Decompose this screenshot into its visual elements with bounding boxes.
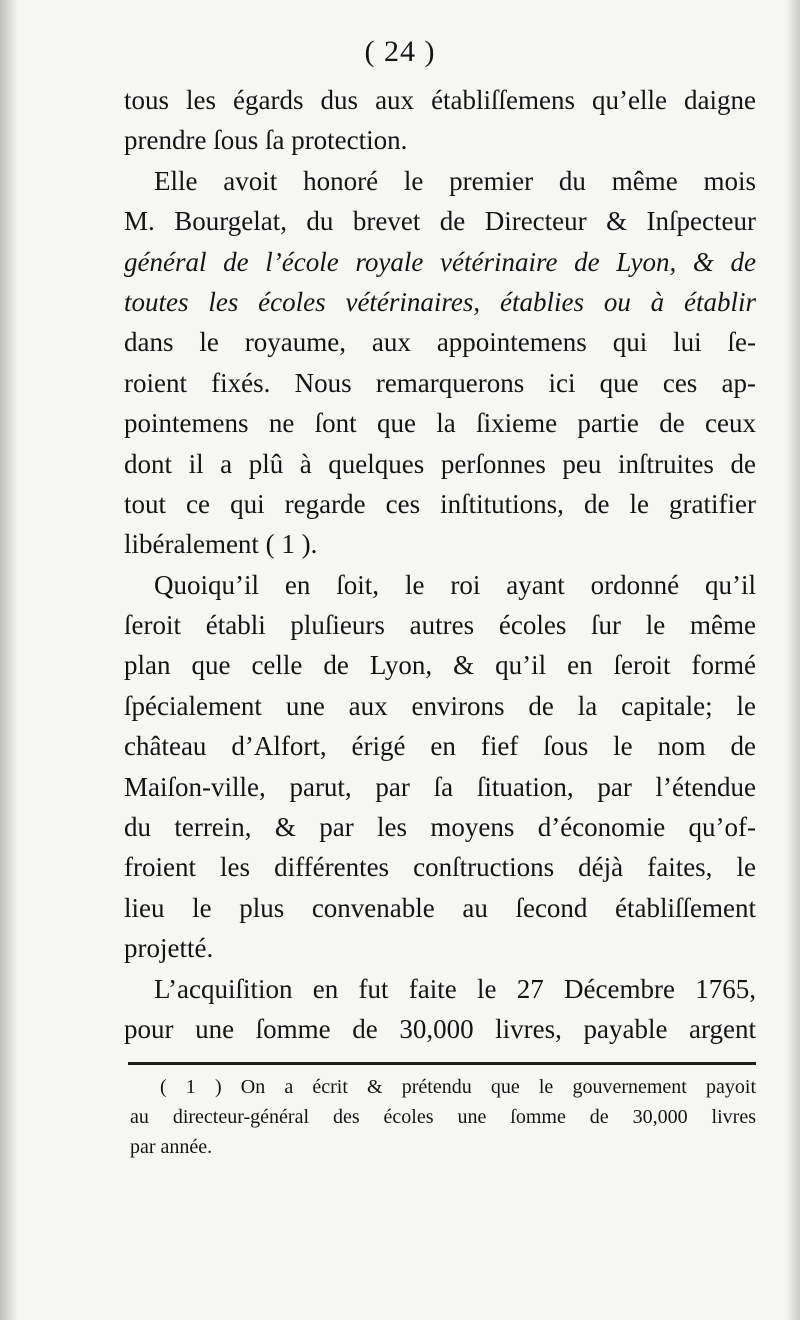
body-line: pointemens ne ſont que la ſixieme partie de ceux <box>124 408 756 439</box>
body-line: lieu le plus convenable au ſecond établiſſement <box>124 892 756 923</box>
body-line: général de l’école royale vétérinaire de Lyon, & de <box>124 246 756 277</box>
body-line: projetté. <box>124 933 214 964</box>
body-line: libéralement ( 1 ). <box>124 529 318 560</box>
body-line: toutes les écoles vétérinaires, établies ou à établir <box>124 286 756 317</box>
footnote-block <box>130 1072 756 1162</box>
body-line: du terrein, & par les moyens d’économie qu’of- <box>124 812 756 843</box>
body-line: ſpécialement une aux environs de la capitale; le <box>124 690 756 721</box>
body-line: Quoiqu’il en ſoit, le roi ayant ordonné qu’il <box>154 569 756 600</box>
body-line: Elle avoit honoré le premier du même mois <box>154 165 756 196</box>
body-line: ſeroit établi pluſieurs autres écoles ſur le même <box>124 610 756 641</box>
footnote-divider <box>128 1062 756 1065</box>
body-line: Maiſon-ville, parut, par ſa ſituation, par l’étendue <box>124 771 756 802</box>
page-edge-shadow <box>786 0 800 1320</box>
body-line: tout ce qui regarde ces inſtitutions, de le gratifier <box>124 488 756 519</box>
page-gutter-shadow <box>0 0 18 1320</box>
body-line: pour une ſomme de 30,000 livres, payable argent <box>124 1013 756 1044</box>
body-line: tous les égards dus aux établiſſemens qu’elle daigne <box>124 85 756 115</box>
body-line: château d’Alfort, érigé en fief ſous le nom de <box>124 731 756 762</box>
body-line: dont il a plû à quelques perſonnes peu inſtruites de <box>124 448 756 479</box>
footnote-line: ( 1 ) On a écrit & prétendu que le gouvernement payoit <box>160 1076 756 1098</box>
body-line: froient les différentes conſtructions déjà faites, le <box>124 852 756 883</box>
footnote-line: par année. <box>130 1136 213 1158</box>
body-line: dans le royaume, aux appointemens qui lui ſe- <box>124 327 756 358</box>
body-line: M. Bourgelat, du brevet de Directeur & Inſpecteur <box>124 206 756 237</box>
page-number: ( 24 ) <box>364 35 436 68</box>
body-text <box>124 80 756 1049</box>
body-line: L’acquiſition en fut faite le 27 Décembre 1765, <box>154 973 756 1004</box>
body-line: prendre ſous ſa protection. <box>124 125 408 156</box>
body-line: plan que celle de Lyon, & qu’il en ſeroit formé <box>124 650 756 681</box>
body-line: roient fixés. Nous remarquerons ici que ces ap- <box>124 367 756 398</box>
footnote-line: au directeur-général des écoles une ſomme de 30,000 livres <box>130 1106 756 1128</box>
